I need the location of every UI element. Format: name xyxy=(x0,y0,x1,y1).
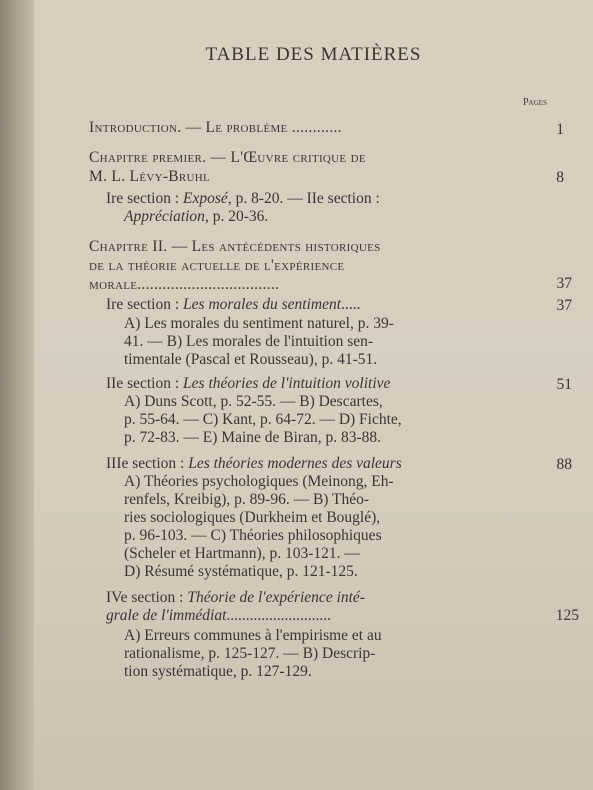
toc-section1-line3: timentale (Pascal et Rousseau), p. 41-51. xyxy=(124,351,378,368)
toc-label: Introduction. — Le problème xyxy=(89,119,288,136)
toc-page-number: 51 xyxy=(556,376,572,393)
section-title: Appréciation xyxy=(124,208,205,225)
section-title: Les morales du sentiment xyxy=(183,296,342,313)
toc-page-number: 37 xyxy=(556,275,572,292)
toc-section3-line4: p. 96-103. — C) Théories philosophiques xyxy=(124,527,382,544)
toc-chapter1-sections-line2 xyxy=(124,207,268,227)
toc-section3-line3: ries sociologiques (Durkheim et Bouglé), xyxy=(124,509,381,526)
toc-leader-dots: ............ xyxy=(291,119,342,136)
toc-page-number: 1 xyxy=(556,121,564,138)
toc-page-number: 8 xyxy=(556,169,564,186)
toc-section3-line2: renfels, Kreibig), p. 89-96. — B) Théo- xyxy=(124,491,370,508)
toc-leader-dots: ........................... xyxy=(226,607,332,624)
toc-chapter2-line2: de la théorie actuelle de l'expérience xyxy=(89,257,345,274)
section-label: IIIe section : xyxy=(106,455,189,472)
toc-page-number: 88 xyxy=(556,456,572,473)
section-title: Exposé xyxy=(183,190,228,207)
toc-label: morale xyxy=(89,276,138,293)
toc-leader-dots: .................................. xyxy=(137,276,280,293)
toc-section2-line2: p. 55-64. — C) Kant, p. 64-72. — D) Fichte, xyxy=(124,411,402,428)
toc-section2-heading xyxy=(106,374,390,394)
section-title: Les théories de l'intuition volitive xyxy=(183,375,391,392)
toc-chapter1-line2: M. L. Lévy-Bruhl xyxy=(89,168,211,185)
pages-column-header: Pages xyxy=(523,97,547,108)
toc-section1-line1: A) Les morales du sentiment naturel, p. 39- xyxy=(124,315,394,332)
section-label: Ire section : xyxy=(106,296,184,313)
toc-section2-line3: p. 72-83. — E) Maine de Biran, p. 83-88. xyxy=(124,429,381,446)
book-gutter xyxy=(0,0,34,790)
page-title: TABLE DES MATIÈRES xyxy=(205,44,422,65)
toc-chapter2-line3 xyxy=(89,275,279,295)
toc-section4-line2: rationalisme, p. 125-127. — B) Descrip- xyxy=(124,645,376,662)
section-title: grale de l'immédiat xyxy=(106,607,227,624)
toc-section3-heading xyxy=(106,454,402,474)
toc-section4-heading xyxy=(106,588,365,608)
section-title: Théorie de l'expérience inté- xyxy=(187,589,365,606)
toc-section4-line3: tion systématique, p. 127-129. xyxy=(124,663,312,680)
section-pages: , p. 8-20. — IIe section : xyxy=(227,190,380,207)
toc-section2-line1: A) Duns Scott, p. 52-55. — B) Descartes, xyxy=(124,393,383,410)
section-title: Les théories modernes des valeurs xyxy=(188,455,402,472)
section-label: IIe section : xyxy=(106,375,184,392)
section-label: Ire section : xyxy=(106,190,184,207)
book-page xyxy=(34,0,593,790)
toc-chapter1-sections-line1 xyxy=(106,189,380,209)
toc-page-number: 37 xyxy=(556,297,572,314)
toc-chapter2-line1: Chapitre II. — Les antécédents historiques xyxy=(89,238,381,255)
toc-section3-line1: A) Théories psychologiques (Meinong, Eh- xyxy=(124,473,394,490)
toc-chapter1-line1: Chapitre premier. — L'Œuvre critique de xyxy=(89,149,366,166)
toc-leader-dots: ..... xyxy=(341,296,361,313)
toc-section4-heading-line2 xyxy=(106,606,331,626)
toc-section4-line1: A) Erreurs communes à l'empirisme et au xyxy=(124,627,382,644)
toc-section3-line6: D) Résumé systématique, p. 121-125. xyxy=(124,563,358,580)
toc-section3-line5: (Scheler et Hartmann), p. 103-121. — xyxy=(124,545,360,562)
toc-section1-heading xyxy=(106,295,360,315)
toc-entry-introduction xyxy=(89,118,342,138)
toc-page-number: 125 xyxy=(555,607,579,624)
section-pages: , p. 20-36. xyxy=(204,208,269,225)
toc-section1-line2: 41. — B) Les morales de l'intuition sen- xyxy=(124,333,374,350)
section-label: IVe section : xyxy=(106,589,188,606)
